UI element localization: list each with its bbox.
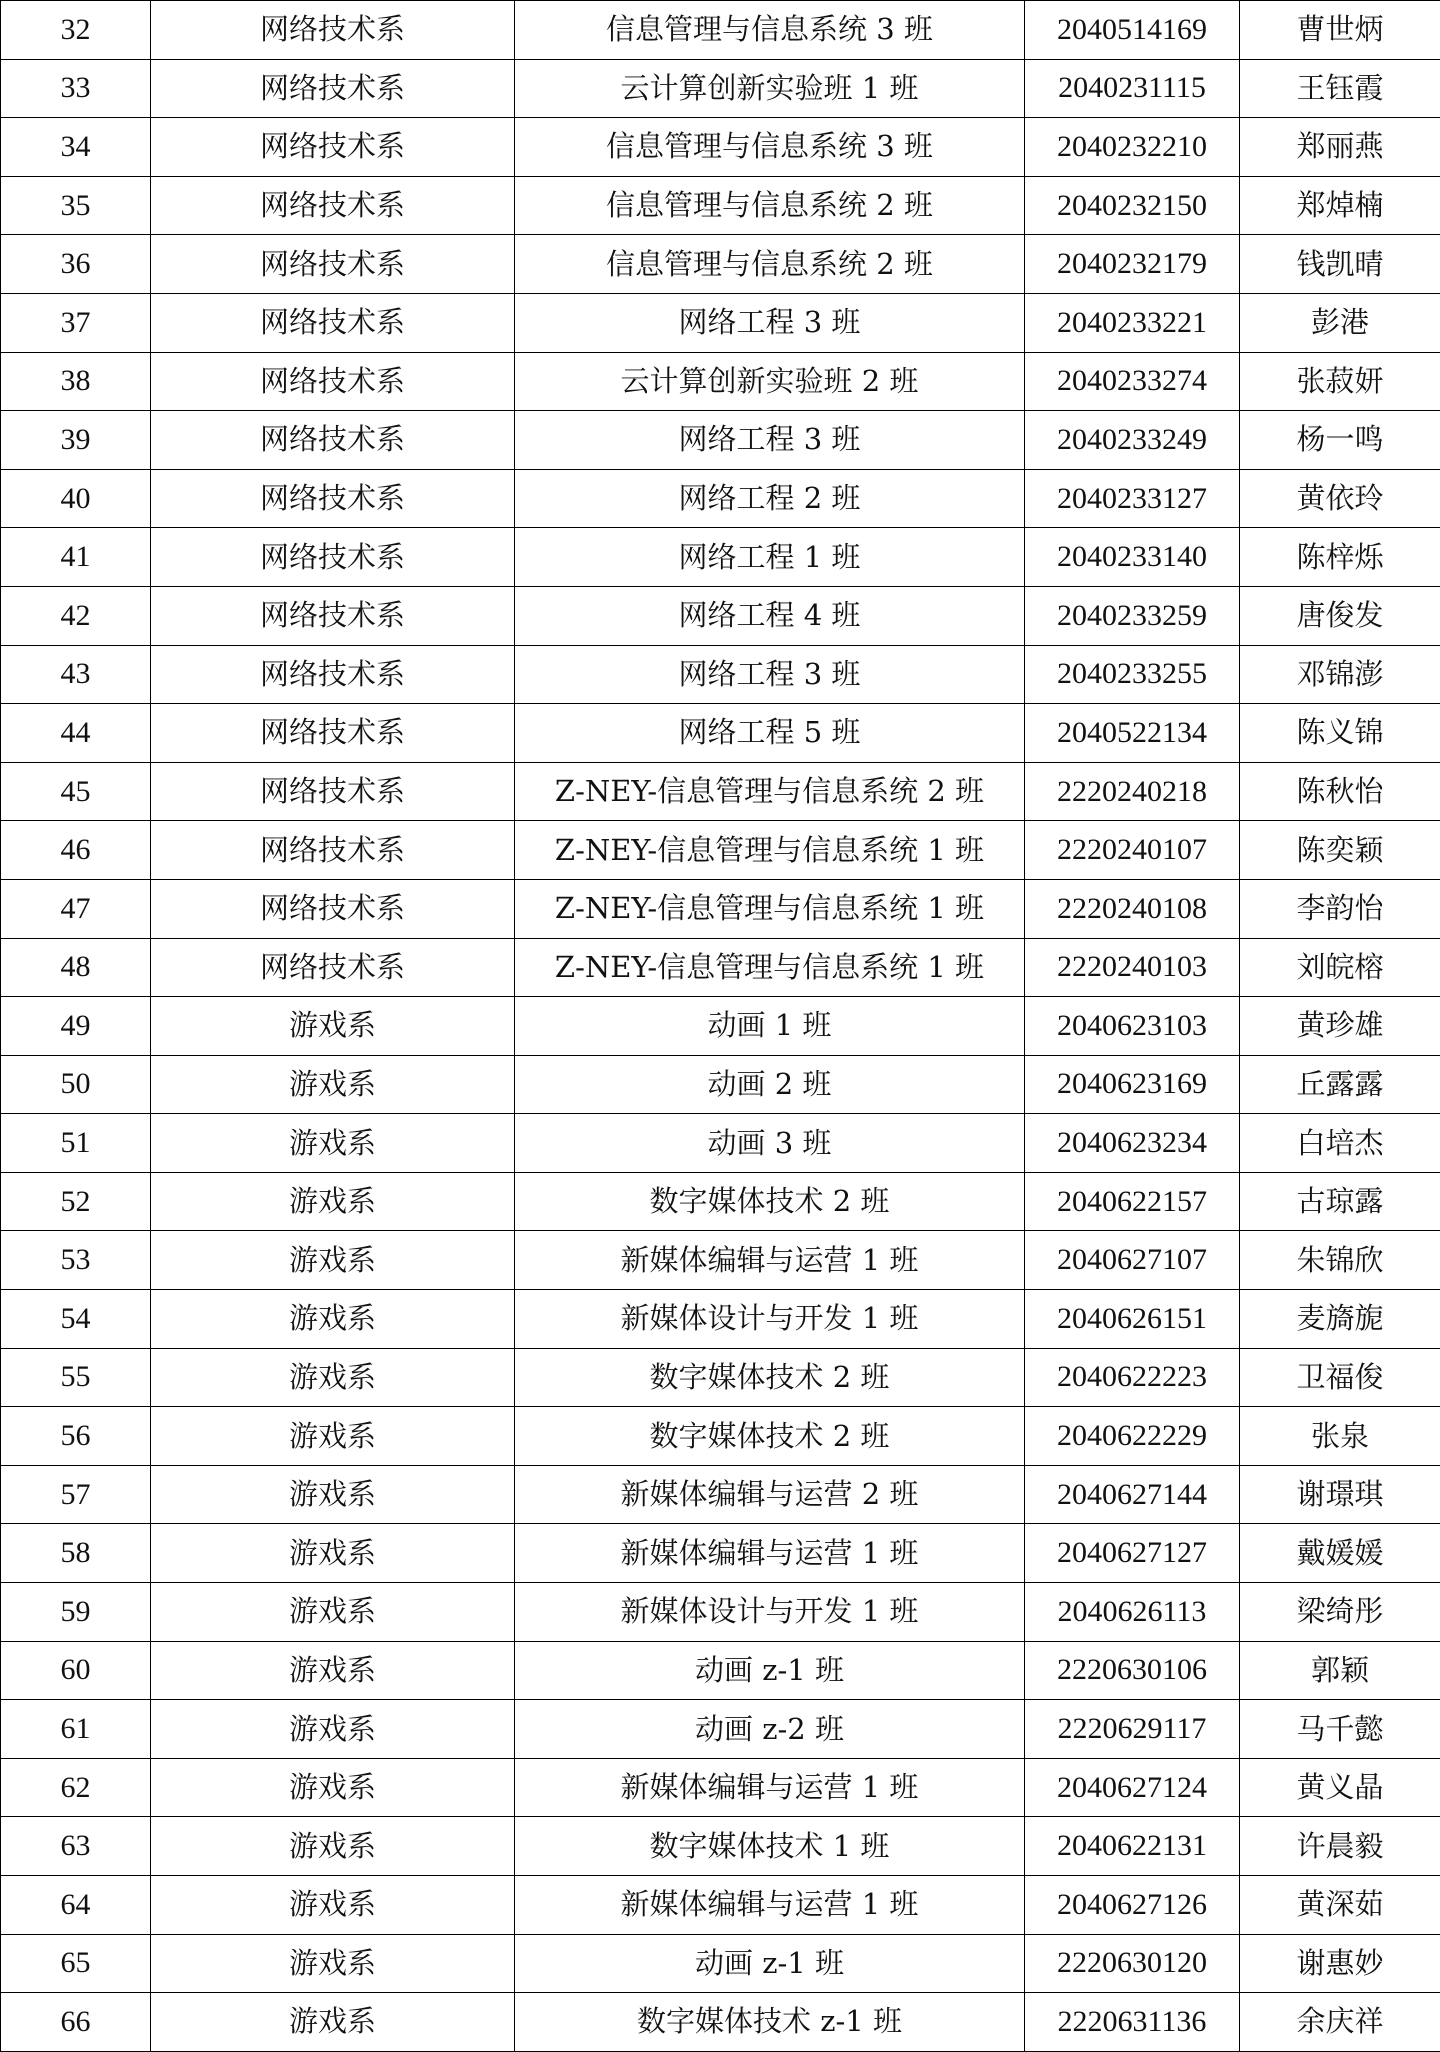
class-cell: 网络工程 5 班 [515,704,1025,763]
student-name-cell: 黄深茹 [1240,1876,1440,1935]
department-cell: 网络技术系 [151,411,515,470]
department-cell: 游戏系 [151,1055,515,1114]
student-name-cell: 朱锦欣 [1240,1231,1440,1290]
student-name-cell: 陈义锦 [1240,704,1440,763]
student-id-cell: 2220240218 [1025,762,1240,821]
row-number-cell: 51 [1,1114,151,1173]
department-cell: 网络技术系 [151,118,515,177]
student-id-cell: 2040622157 [1025,1172,1240,1231]
class-cell: 云计算创新实验班 2 班 [515,352,1025,411]
student-id-cell: 2220240107 [1025,821,1240,880]
student-name-cell: 谢惠妙 [1240,1934,1440,1993]
table-row [1,879,1440,938]
row-number-cell: 57 [1,1465,151,1524]
row-number-cell: 62 [1,1758,151,1817]
table-row [1,1348,1440,1407]
class-cell: 网络工程 1 班 [515,528,1025,587]
class-cell: 新媒体设计与开发 1 班 [515,1290,1025,1349]
row-number-cell: 59 [1,1583,151,1642]
table-row [1,528,1440,587]
student-id-cell: 2040233255 [1025,645,1240,704]
student-name-cell: 谢璟琪 [1240,1465,1440,1524]
class-cell: Z-NEY-信息管理与信息系统 1 班 [515,821,1025,880]
table-row [1,1465,1440,1524]
student-name-cell: 李韵怡 [1240,879,1440,938]
department-cell: 网络技术系 [151,528,515,587]
department-cell: 游戏系 [151,1114,515,1173]
department-cell: 网络技术系 [151,352,515,411]
student-id-cell: 2040622223 [1025,1348,1240,1407]
department-cell: 游戏系 [151,1407,515,1466]
student-id-cell: 2040627124 [1025,1758,1240,1817]
class-cell: 网络工程 2 班 [515,469,1025,528]
table-row [1,938,1440,997]
table-row [1,59,1440,118]
student-name-cell: 刘皖榕 [1240,938,1440,997]
table-row [1,762,1440,821]
department-cell: 网络技术系 [151,704,515,763]
row-number-cell: 46 [1,821,151,880]
table-row [1,1876,1440,1935]
student-name-cell: 陈梓烁 [1240,528,1440,587]
department-cell: 游戏系 [151,1465,515,1524]
table-row [1,411,1440,470]
table-row [1,821,1440,880]
class-cell: 网络工程 3 班 [515,645,1025,704]
student-id-cell: 2040233140 [1025,528,1240,587]
row-number-cell: 54 [1,1290,151,1349]
department-cell: 游戏系 [151,1758,515,1817]
department-cell: 游戏系 [151,1817,515,1876]
class-cell: 网络工程 3 班 [515,411,1025,470]
table-row [1,1,1440,60]
row-number-cell: 58 [1,1524,151,1583]
department-cell: 游戏系 [151,1641,515,1700]
student-id-cell: 2220631136 [1025,1993,1240,2052]
class-cell: 数字媒体技术 z-1 班 [515,1993,1025,2052]
student-id-cell: 2040232210 [1025,118,1240,177]
class-cell: 新媒体编辑与运营 1 班 [515,1524,1025,1583]
department-cell: 网络技术系 [151,235,515,294]
department-cell: 网络技术系 [151,938,515,997]
department-cell: 网络技术系 [151,293,515,352]
department-cell: 游戏系 [151,1934,515,1993]
student-id-cell: 2040231115 [1025,59,1240,118]
row-number-cell: 49 [1,997,151,1056]
class-cell: 云计算创新实验班 1 班 [515,59,1025,118]
department-cell: 游戏系 [151,1876,515,1935]
table-row [1,1817,1440,1876]
row-number-cell: 42 [1,586,151,645]
student-id-cell: 2040233127 [1025,469,1240,528]
department-cell: 网络技术系 [151,762,515,821]
row-number-cell: 37 [1,293,151,352]
student-name-cell: 戴媛媛 [1240,1524,1440,1583]
student-name-cell: 钱凯晴 [1240,235,1440,294]
row-number-cell: 65 [1,1934,151,1993]
student-id-cell: 2040233249 [1025,411,1240,470]
class-cell: 新媒体编辑与运营 1 班 [515,1876,1025,1935]
class-cell: 动画 3 班 [515,1114,1025,1173]
class-cell: 新媒体编辑与运营 1 班 [515,1231,1025,1290]
class-cell: 信息管理与信息系统 2 班 [515,176,1025,235]
class-cell: 动画 z-2 班 [515,1700,1025,1759]
table-row [1,293,1440,352]
student-name-cell: 杨一鸣 [1240,411,1440,470]
table-row [1,1407,1440,1466]
student-name-cell: 王钰霞 [1240,59,1440,118]
student-id-cell: 2040232179 [1025,235,1240,294]
student-id-cell: 2040514169 [1025,1,1240,60]
table-body [1,1,1440,2052]
student-id-cell: 2040622131 [1025,1817,1240,1876]
student-name-cell: 古琼露 [1240,1172,1440,1231]
student-name-cell: 曹世炳 [1240,1,1440,60]
department-cell: 网络技术系 [151,176,515,235]
student-id-cell: 2040522134 [1025,704,1240,763]
class-cell: 数字媒体技术 2 班 [515,1348,1025,1407]
row-number-cell: 40 [1,469,151,528]
student-id-cell: 2040622229 [1025,1407,1240,1466]
row-number-cell: 52 [1,1172,151,1231]
row-number-cell: 39 [1,411,151,470]
student-name-cell: 白培杰 [1240,1114,1440,1173]
student-id-cell: 2040233221 [1025,293,1240,352]
department-cell: 游戏系 [151,1172,515,1231]
row-number-cell: 35 [1,176,151,235]
student-name-cell: 麦旖旎 [1240,1290,1440,1349]
student-name-cell: 张泉 [1240,1407,1440,1466]
student-id-cell: 2040623169 [1025,1055,1240,1114]
student-id-cell: 2040233259 [1025,586,1240,645]
table-row [1,176,1440,235]
row-number-cell: 45 [1,762,151,821]
department-cell: 游戏系 [151,1700,515,1759]
department-cell: 网络技术系 [151,879,515,938]
department-cell: 游戏系 [151,997,515,1056]
row-number-cell: 66 [1,1993,151,2052]
department-cell: 网络技术系 [151,586,515,645]
table-row [1,645,1440,704]
department-cell: 网络技术系 [151,59,515,118]
row-number-cell: 41 [1,528,151,587]
student-id-cell: 2040233274 [1025,352,1240,411]
department-cell: 网络技术系 [151,1,515,60]
department-cell: 游戏系 [151,1231,515,1290]
class-cell: 动画 1 班 [515,997,1025,1056]
class-cell: Z-NEY-信息管理与信息系统 1 班 [515,879,1025,938]
row-number-cell: 60 [1,1641,151,1700]
student-name-cell: 黄依玲 [1240,469,1440,528]
row-number-cell: 34 [1,118,151,177]
table-row [1,1700,1440,1759]
department-cell: 网络技术系 [151,821,515,880]
student-name-cell: 陈秋怡 [1240,762,1440,821]
row-number-cell: 48 [1,938,151,997]
class-cell: 新媒体设计与开发 1 班 [515,1583,1025,1642]
table-row [1,235,1440,294]
row-number-cell: 55 [1,1348,151,1407]
row-number-cell: 33 [1,59,151,118]
row-number-cell: 44 [1,704,151,763]
row-number-cell: 36 [1,235,151,294]
class-cell: 动画 2 班 [515,1055,1025,1114]
student-name-cell: 张菽妍 [1240,352,1440,411]
table-row [1,1641,1440,1700]
student-id-cell: 2040232150 [1025,176,1240,235]
student-name-cell: 陈奕颖 [1240,821,1440,880]
row-number-cell: 53 [1,1231,151,1290]
class-cell: Z-NEY-信息管理与信息系统 2 班 [515,762,1025,821]
student-id-cell: 2220240103 [1025,938,1240,997]
department-cell: 网络技术系 [151,469,515,528]
class-cell: 新媒体编辑与运营 2 班 [515,1465,1025,1524]
row-number-cell: 63 [1,1817,151,1876]
student-id-cell: 2220240108 [1025,879,1240,938]
student-id-cell: 2220630120 [1025,1934,1240,1993]
class-cell: 数字媒体技术 1 班 [515,1817,1025,1876]
student-name-cell: 唐俊发 [1240,586,1440,645]
student-name-cell: 郑焯楠 [1240,176,1440,235]
department-cell: 游戏系 [151,1524,515,1583]
student-id-cell: 2220629117 [1025,1700,1240,1759]
table-row [1,1583,1440,1642]
class-cell: 数字媒体技术 2 班 [515,1407,1025,1466]
student-name-cell: 马千懿 [1240,1700,1440,1759]
class-cell: 信息管理与信息系统 3 班 [515,118,1025,177]
department-cell: 网络技术系 [151,645,515,704]
table-row [1,1934,1440,1993]
row-number-cell: 32 [1,1,151,60]
table-row [1,704,1440,763]
student-name-cell: 梁绮彤 [1240,1583,1440,1642]
table-row [1,1290,1440,1349]
table-row [1,997,1440,1056]
student-name-cell: 许晨毅 [1240,1817,1440,1876]
table-row [1,352,1440,411]
table-row [1,469,1440,528]
class-cell: 动画 z-1 班 [515,1641,1025,1700]
table-row [1,1055,1440,1114]
class-cell: Z-NEY-信息管理与信息系统 1 班 [515,938,1025,997]
student-name-cell: 郑丽燕 [1240,118,1440,177]
class-cell: 动画 z-1 班 [515,1934,1025,1993]
class-cell: 网络工程 4 班 [515,586,1025,645]
table-row [1,1758,1440,1817]
department-cell: 游戏系 [151,1290,515,1349]
student-name-cell: 卫福俊 [1240,1348,1440,1407]
class-cell: 数字媒体技术 2 班 [515,1172,1025,1231]
row-number-cell: 38 [1,352,151,411]
student-id-cell: 2040627127 [1025,1524,1240,1583]
class-cell: 新媒体编辑与运营 1 班 [515,1758,1025,1817]
class-cell: 网络工程 3 班 [515,293,1025,352]
student-name-cell: 郭颖 [1240,1641,1440,1700]
row-number-cell: 56 [1,1407,151,1466]
student-name-cell: 黄义晶 [1240,1758,1440,1817]
student-name-cell: 邓锦澎 [1240,645,1440,704]
table-row [1,1524,1440,1583]
student-name-cell: 丘露露 [1240,1055,1440,1114]
table-row [1,586,1440,645]
student-name-cell: 彭港 [1240,293,1440,352]
student-id-cell: 2040627126 [1025,1876,1240,1935]
department-cell: 游戏系 [151,1348,515,1407]
student-name-cell: 余庆祥 [1240,1993,1440,2052]
department-cell: 游戏系 [151,1583,515,1642]
department-cell: 游戏系 [151,1993,515,2052]
student-id-cell: 2040627144 [1025,1465,1240,1524]
class-cell: 信息管理与信息系统 3 班 [515,1,1025,60]
student-id-cell: 2220630106 [1025,1641,1240,1700]
table-row [1,1231,1440,1290]
row-number-cell: 47 [1,879,151,938]
class-cell: 信息管理与信息系统 2 班 [515,235,1025,294]
table-row [1,1172,1440,1231]
table-row [1,1993,1440,2052]
row-number-cell: 61 [1,1700,151,1759]
row-number-cell: 43 [1,645,151,704]
table-row [1,118,1440,177]
row-number-cell: 50 [1,1055,151,1114]
student-id-cell: 2040626151 [1025,1290,1240,1349]
student-name-cell: 黄珍雄 [1240,997,1440,1056]
row-number-cell: 64 [1,1876,151,1935]
student-id-cell: 2040623234 [1025,1114,1240,1173]
student-id-cell: 2040626113 [1025,1583,1240,1642]
student-id-cell: 2040627107 [1025,1231,1240,1290]
table-row [1,1114,1440,1173]
student-id-cell: 2040623103 [1025,997,1240,1056]
